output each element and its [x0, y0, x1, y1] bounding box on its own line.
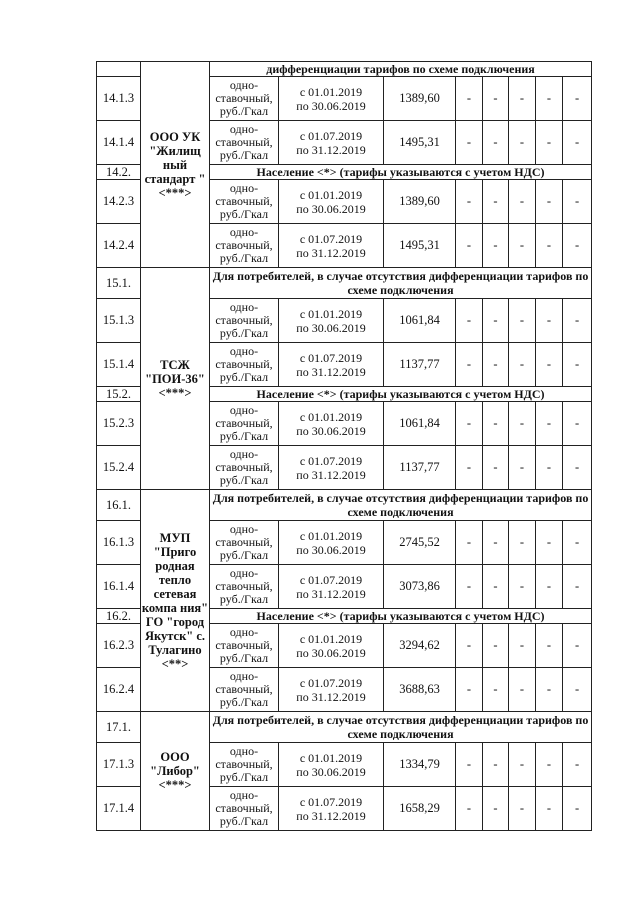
empty-value-dash: -	[536, 343, 563, 387]
empty-value-dash: -	[536, 77, 563, 121]
row-number: 16.1.4	[97, 565, 141, 609]
tariff-value: 1061,84	[384, 402, 456, 446]
period-to: по 30.06.2019	[296, 542, 366, 557]
empty-value-dash: -	[509, 743, 536, 787]
tariff-period	[279, 668, 384, 712]
row-number: 16.1.3	[97, 521, 141, 565]
period-to: по 31.12.2019	[296, 689, 366, 704]
empty-value-dash: -	[509, 299, 536, 343]
row-number: 15.1.	[97, 268, 141, 299]
tariff-kind: одно-ставочный, руб./Гкал	[210, 121, 279, 165]
empty-value-dash: -	[456, 565, 483, 609]
row-number: 15.1.4	[97, 343, 141, 387]
period-to: по 30.06.2019	[296, 764, 366, 779]
period-from: с 01.07.2019	[299, 128, 363, 143]
period-from: с 01.07.2019	[299, 572, 363, 587]
tariff-value: 1389,60	[384, 77, 456, 121]
organization-name: ТСЖ "ПОИ-36" <***>	[141, 268, 210, 490]
period-from: с 01.07.2019	[299, 675, 363, 690]
empty-value-dash: -	[483, 624, 509, 668]
row-number: 14.2.3	[97, 180, 141, 224]
tariff-kind: одно-ставочный, руб./Гкал	[210, 77, 279, 121]
period-to: по 31.12.2019	[296, 142, 366, 157]
tariff-value: 3073,86	[384, 565, 456, 609]
tariff-value: 3294,62	[384, 624, 456, 668]
tariff-value: 1061,84	[384, 299, 456, 343]
section-header: Для потребителей, в случае отсутствия дифференциации тарифов по схеме подключения	[210, 490, 592, 521]
empty-value-dash: -	[456, 299, 483, 343]
period-to: по 30.06.2019	[296, 645, 366, 660]
tariff-value: 3688,63	[384, 668, 456, 712]
empty-value-dash: -	[536, 446, 563, 490]
row-number: 15.1.3	[97, 299, 141, 343]
period-to: по 31.12.2019	[296, 364, 366, 379]
tariff-period	[279, 402, 384, 446]
empty-value-dash: -	[536, 224, 563, 268]
tariff-kind: одно-ставочный, руб./Гкал	[210, 299, 279, 343]
empty-value-dash: -	[563, 77, 592, 121]
row-number: 14.2.	[97, 165, 141, 180]
tariff-table	[96, 61, 592, 831]
row-number: 14.2.4	[97, 224, 141, 268]
empty-value-dash: -	[456, 343, 483, 387]
empty-value-dash: -	[509, 121, 536, 165]
row-number: 16.1.	[97, 490, 141, 521]
section-header: Население <*> (тарифы указываются с учетом НДС)	[210, 387, 592, 402]
tariff-value: 1389,60	[384, 180, 456, 224]
empty-value-dash: -	[536, 521, 563, 565]
organization-name: ООО "Либор" <***>	[141, 712, 210, 831]
tariff-kind: одно-ставочный, руб./Гкал	[210, 787, 279, 831]
empty-value-dash: -	[509, 446, 536, 490]
section-header: Для потребителей, в случае отсутствия дифференциации тарифов по схеме подключения	[210, 712, 592, 743]
period-to: по 31.12.2019	[296, 467, 366, 482]
empty-value-dash: -	[563, 565, 592, 609]
tariff-kind: одно-ставочный, руб./Гкал	[210, 743, 279, 787]
period-to: по 31.12.2019	[296, 808, 366, 823]
empty-value-dash: -	[483, 77, 509, 121]
empty-value-dash: -	[456, 77, 483, 121]
empty-value-dash: -	[509, 343, 536, 387]
tariff-value: 1137,77	[384, 446, 456, 490]
tariff-kind: одно-ставочный, руб./Гкал	[210, 565, 279, 609]
period-to: по 31.12.2019	[296, 586, 366, 601]
empty-value-dash: -	[456, 180, 483, 224]
empty-value-dash: -	[563, 668, 592, 712]
section-header-row	[97, 62, 592, 77]
empty-value-dash: -	[483, 121, 509, 165]
period-from: с 01.01.2019	[299, 84, 363, 99]
period-from: с 01.01.2019	[299, 750, 363, 765]
section-header-row	[97, 712, 592, 743]
empty-value-dash: -	[563, 787, 592, 831]
empty-value-dash: -	[456, 121, 483, 165]
empty-value-dash: -	[483, 787, 509, 831]
empty-value-dash: -	[483, 668, 509, 712]
empty-value-dash: -	[483, 180, 509, 224]
period-to: по 31.12.2019	[296, 245, 366, 260]
row-number: 16.2.	[97, 609, 141, 624]
tariff-period	[279, 299, 384, 343]
tariff-table-body	[97, 62, 592, 831]
empty-value-dash: -	[536, 624, 563, 668]
empty-value-dash: -	[563, 343, 592, 387]
empty-value-dash: -	[483, 224, 509, 268]
empty-value-dash: -	[536, 402, 563, 446]
tariff-kind: одно-ставочный, руб./Гкал	[210, 668, 279, 712]
empty-value-dash: -	[536, 121, 563, 165]
period-to: по 30.06.2019	[296, 201, 366, 216]
empty-value-dash: -	[456, 743, 483, 787]
empty-value-dash: -	[483, 565, 509, 609]
row-number: 15.2.4	[97, 446, 141, 490]
empty-value-dash: -	[563, 121, 592, 165]
period-from: с 01.01.2019	[299, 409, 363, 424]
empty-value-dash: -	[509, 224, 536, 268]
period-from: с 01.01.2019	[299, 528, 363, 543]
empty-value-dash: -	[563, 224, 592, 268]
empty-value-dash: -	[456, 624, 483, 668]
empty-value-dash: -	[509, 565, 536, 609]
period-to: по 30.06.2019	[296, 423, 366, 438]
section-header-row	[97, 268, 592, 299]
tariff-period	[279, 121, 384, 165]
row-number: 16.2.4	[97, 668, 141, 712]
tariff-period	[279, 224, 384, 268]
empty-value-dash: -	[563, 299, 592, 343]
tariff-value: 2745,52	[384, 521, 456, 565]
period-from: с 01.07.2019	[299, 350, 363, 365]
tariff-period	[279, 787, 384, 831]
section-header-row	[97, 490, 592, 521]
section-header: Для потребителей, в случае отсутствия дифференциации тарифов по схеме подключения	[210, 268, 592, 299]
empty-value-dash: -	[456, 224, 483, 268]
empty-value-dash: -	[536, 180, 563, 224]
empty-value-dash: -	[509, 77, 536, 121]
empty-value-dash: -	[536, 743, 563, 787]
row-number: 15.2.	[97, 387, 141, 402]
empty-value-dash: -	[563, 743, 592, 787]
tariff-kind: одно-ставочный, руб./Гкал	[210, 224, 279, 268]
empty-value-dash: -	[456, 668, 483, 712]
tariff-value: 1658,29	[384, 787, 456, 831]
empty-value-dash: -	[509, 668, 536, 712]
tariff-value: 1495,31	[384, 121, 456, 165]
row-number: 17.1.4	[97, 787, 141, 831]
empty-value-dash: -	[536, 668, 563, 712]
empty-value-dash: -	[563, 446, 592, 490]
tariff-value: 1495,31	[384, 224, 456, 268]
empty-value-dash: -	[509, 180, 536, 224]
tariff-kind: одно-ставочный, руб./Гкал	[210, 521, 279, 565]
row-number: 14.1.4	[97, 121, 141, 165]
period-from: с 01.01.2019	[299, 306, 363, 321]
organization-name: ООО УК "Жилищ ный стандарт " <***>	[141, 62, 210, 268]
tariff-period	[279, 343, 384, 387]
tariff-value: 1137,77	[384, 343, 456, 387]
empty-value-dash: -	[456, 402, 483, 446]
tariff-period	[279, 77, 384, 121]
tariff-kind: одно-ставочный, руб./Гкал	[210, 343, 279, 387]
row-number: 15.2.3	[97, 402, 141, 446]
tariff-kind: одно-ставочный, руб./Гкал	[210, 446, 279, 490]
empty-value-dash: -	[509, 787, 536, 831]
tariff-period	[279, 521, 384, 565]
period-from: с 01.07.2019	[299, 794, 363, 809]
empty-value-dash: -	[563, 180, 592, 224]
empty-value-dash: -	[456, 787, 483, 831]
tariff-period	[279, 624, 384, 668]
row-number	[97, 62, 141, 77]
tariff-period	[279, 565, 384, 609]
period-to: по 30.06.2019	[296, 320, 366, 335]
period-from: с 01.01.2019	[299, 631, 363, 646]
empty-value-dash: -	[483, 299, 509, 343]
tariff-period	[279, 446, 384, 490]
period-to: по 30.06.2019	[296, 98, 366, 113]
empty-value-dash: -	[483, 446, 509, 490]
row-number: 14.1.3	[97, 77, 141, 121]
period-from: с 01.01.2019	[299, 187, 363, 202]
row-number: 16.2.3	[97, 624, 141, 668]
empty-value-dash: -	[563, 624, 592, 668]
tariff-period	[279, 180, 384, 224]
empty-value-dash: -	[456, 446, 483, 490]
empty-value-dash: -	[509, 624, 536, 668]
tariff-value: 1334,79	[384, 743, 456, 787]
section-header: Население <*> (тарифы указываются с учетом НДС)	[210, 609, 592, 624]
organization-name: МУП "Приго родная тепло сетевая компа ния" ГО "город Якутск" с. Тулагино <**>	[141, 490, 210, 712]
empty-value-dash: -	[483, 402, 509, 446]
period-from: с 01.07.2019	[299, 231, 363, 246]
empty-value-dash: -	[536, 565, 563, 609]
tariff-kind: одно-ставочный, руб./Гкал	[210, 624, 279, 668]
row-number: 17.1.	[97, 712, 141, 743]
section-header: дифференциации тарифов по схеме подключения	[210, 62, 592, 77]
empty-value-dash: -	[483, 343, 509, 387]
empty-value-dash: -	[509, 521, 536, 565]
section-header: Население <*> (тарифы указываются с учетом НДС)	[210, 165, 592, 180]
empty-value-dash: -	[483, 521, 509, 565]
tariff-period	[279, 743, 384, 787]
row-number: 17.1.3	[97, 743, 141, 787]
empty-value-dash: -	[536, 299, 563, 343]
empty-value-dash: -	[563, 521, 592, 565]
empty-value-dash: -	[563, 402, 592, 446]
empty-value-dash: -	[509, 402, 536, 446]
empty-value-dash: -	[536, 787, 563, 831]
empty-value-dash: -	[483, 743, 509, 787]
empty-value-dash: -	[456, 521, 483, 565]
tariff-kind: одно-ставочный, руб./Гкал	[210, 402, 279, 446]
period-from: с 01.07.2019	[299, 453, 363, 468]
tariff-kind: одно-ставочный, руб./Гкал	[210, 180, 279, 224]
